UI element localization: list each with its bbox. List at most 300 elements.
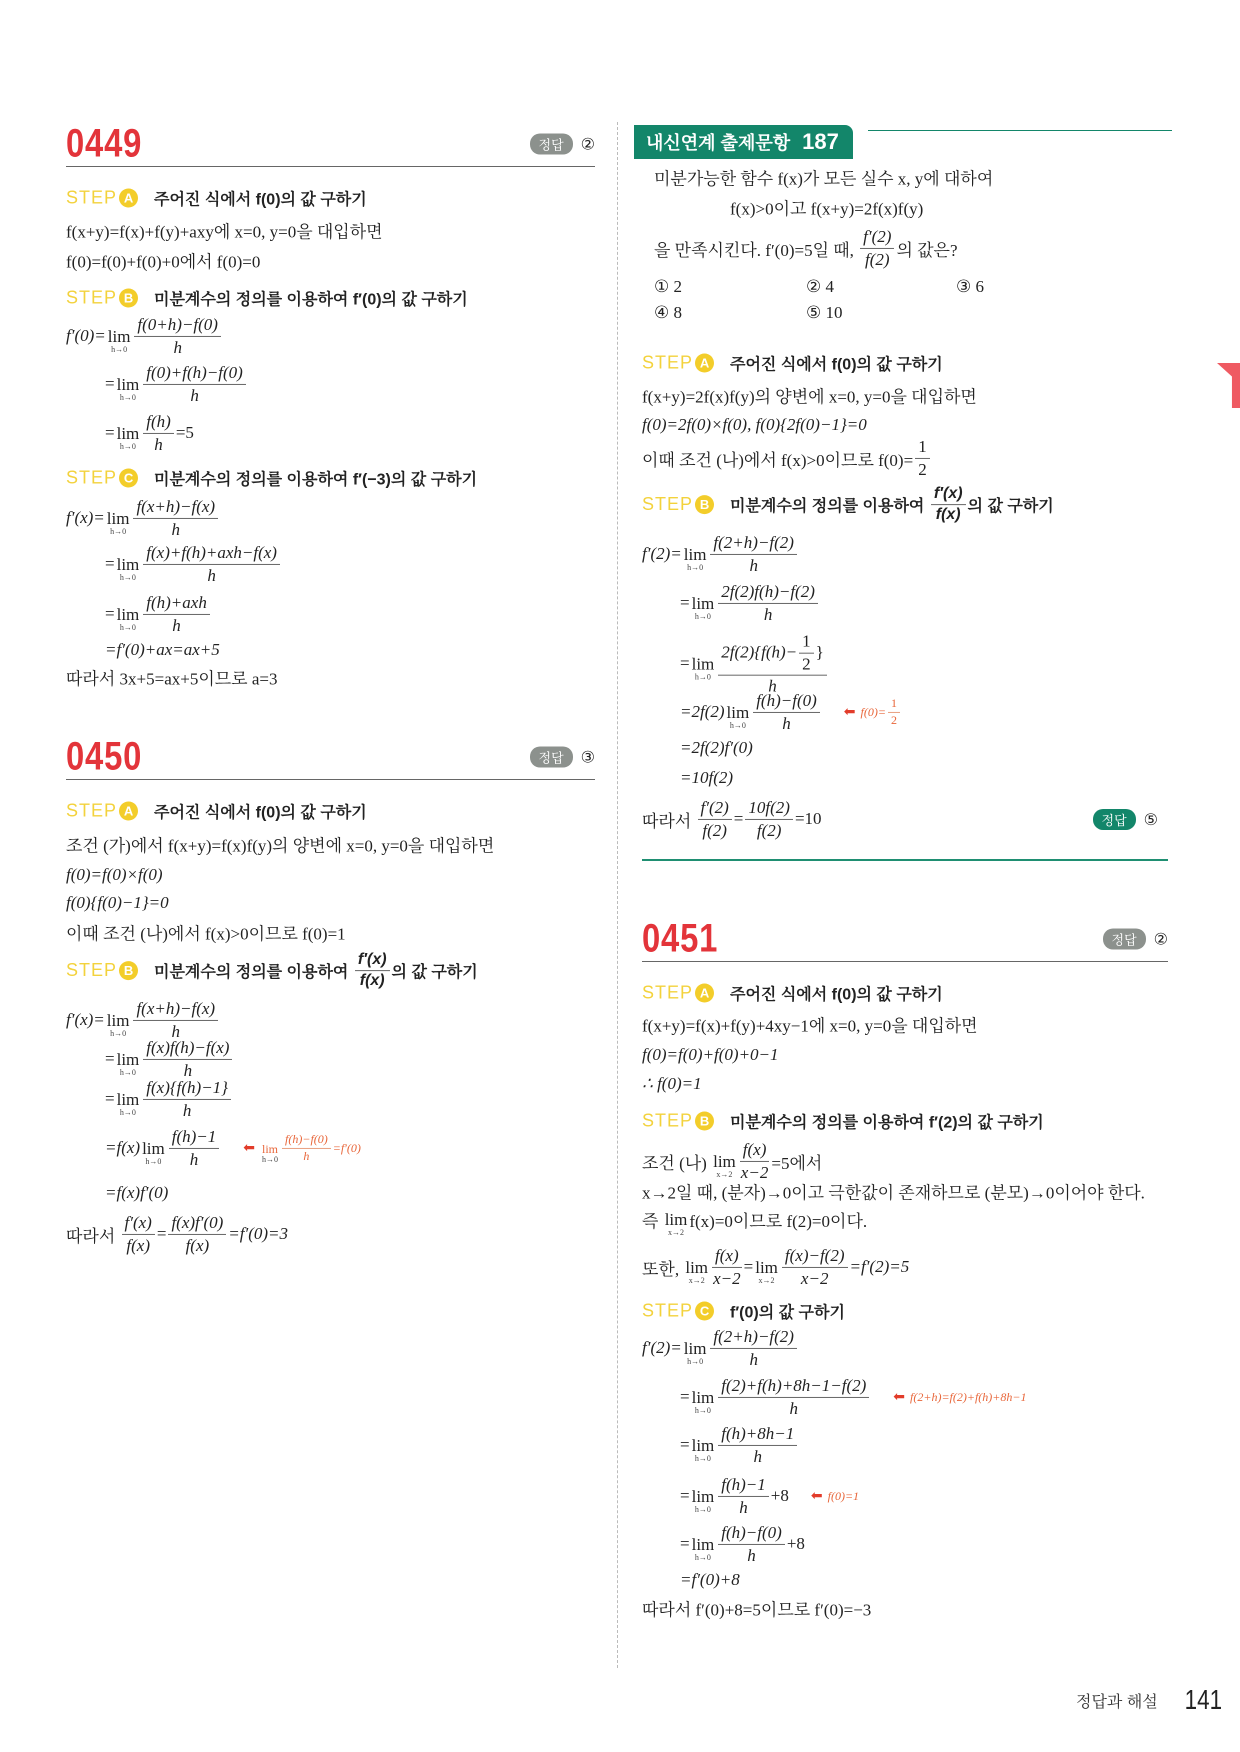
math-line xyxy=(730,195,923,220)
math-text: 따라서 xyxy=(642,811,696,831)
fraction-numerator xyxy=(143,593,210,615)
fraction-denominator xyxy=(126,1235,150,1256)
limit-subscript: h→0 xyxy=(694,1454,711,1463)
math-line xyxy=(66,832,494,857)
math-line xyxy=(66,497,220,539)
fraction-denominator xyxy=(747,1545,756,1566)
step-heading xyxy=(66,800,367,823)
fraction xyxy=(712,1246,742,1288)
limit xyxy=(107,510,130,536)
math-text: h xyxy=(154,434,163,454)
fraction-numerator xyxy=(718,1523,785,1545)
math-text: 2f(2)f(h)−f(2) xyxy=(721,581,815,601)
fraction-denominator xyxy=(154,434,163,455)
math-text: = xyxy=(680,1486,690,1505)
math-text: f(x)=0이므로 f(2)=0이다. xyxy=(689,1211,868,1231)
step-label: STEP xyxy=(66,187,118,208)
fraction xyxy=(931,485,966,525)
limit xyxy=(692,1389,715,1415)
fraction-denominator xyxy=(782,713,791,734)
annotation-note xyxy=(893,1389,1026,1405)
limit-subscript: h→0 xyxy=(694,612,711,621)
limit-word: lim xyxy=(683,1339,707,1358)
math-text: = xyxy=(105,604,115,623)
step-letter-badge: A xyxy=(695,354,714,373)
fraction xyxy=(143,1078,231,1120)
limit-word: lim xyxy=(116,605,140,624)
math-text: =10f(2) xyxy=(680,768,734,787)
limit xyxy=(117,425,140,451)
math-text: 주어진 식에서 f(0)의 값 구하기 xyxy=(154,804,367,822)
fraction-numerator xyxy=(143,543,280,565)
annotation-note xyxy=(811,1488,859,1504)
answer-value: ② xyxy=(1153,929,1168,949)
math-text: x−2 xyxy=(800,1268,829,1288)
math-text: f(h)−f(0) xyxy=(756,690,817,710)
step-letter-badge: B xyxy=(119,289,138,308)
math-text: h xyxy=(789,1398,799,1418)
math-text: f′(x) xyxy=(124,1212,152,1232)
math-text: = xyxy=(733,809,744,828)
limit-subscript: h→0 xyxy=(729,721,746,730)
math-text: =2f(2)f′(0) xyxy=(680,738,753,757)
fraction xyxy=(134,315,221,357)
header-tag xyxy=(634,125,853,159)
math-line xyxy=(680,1376,1027,1418)
limit-subscript: x→2 xyxy=(688,1276,705,1285)
step-heading xyxy=(642,1110,1044,1133)
math-text: 미분가능한 함수 f(x)가 모든 실수 x, y에 대하여 xyxy=(654,169,994,189)
math-text: = xyxy=(680,1387,690,1406)
math-text: f(x) xyxy=(935,506,961,524)
limit-word: lim xyxy=(664,1210,688,1229)
math-line xyxy=(680,1424,799,1466)
math-line xyxy=(642,1045,779,1065)
math-text: h xyxy=(183,1060,193,1080)
limit xyxy=(692,1536,715,1562)
page-footer xyxy=(1076,1684,1226,1716)
math-text: f(h)−f(0) xyxy=(285,1131,328,1146)
math-line xyxy=(642,1074,702,1094)
limit-subscript: h→0 xyxy=(694,672,711,682)
fraction-denominator xyxy=(790,1398,799,1419)
step-label: STEP xyxy=(66,287,118,308)
math-text: f(h)−f(0) xyxy=(721,1522,782,1542)
answer xyxy=(530,134,595,155)
related-problem-header xyxy=(634,125,853,159)
fraction-numerator xyxy=(753,691,820,713)
fraction-numerator xyxy=(712,1246,742,1268)
answer xyxy=(530,747,595,768)
left-arrow-icon: ⬅ xyxy=(893,1389,906,1405)
fraction xyxy=(355,951,390,991)
math-text: h xyxy=(172,615,181,635)
fraction xyxy=(168,1213,226,1255)
math-line xyxy=(642,1246,909,1288)
math-text: f(2) xyxy=(865,249,890,269)
math-line xyxy=(105,1078,233,1120)
math-line xyxy=(642,1327,799,1369)
limit-word: lim xyxy=(691,594,715,613)
fraction-numerator xyxy=(143,363,246,385)
limit-subscript: x→2 xyxy=(758,1276,775,1285)
math-text: h xyxy=(753,1446,763,1466)
math-text: f′(0)= xyxy=(66,326,106,345)
math-text: h xyxy=(768,676,777,696)
fraction xyxy=(169,1127,220,1169)
math-text: =f(x) xyxy=(105,1138,141,1157)
math-text: f′(x)= xyxy=(66,508,105,527)
math-text: h xyxy=(189,1149,199,1169)
answer-badge: 정답 xyxy=(530,747,573,768)
math-line xyxy=(66,218,383,243)
fraction-numerator xyxy=(143,1038,232,1060)
limit-subscript: x→2 xyxy=(716,1170,733,1179)
math-text: =f′(0)+ax=ax+5 xyxy=(105,640,220,659)
fraction xyxy=(718,1424,797,1466)
math-text: f(2) xyxy=(756,820,782,840)
limit-subscript: h→0 xyxy=(119,393,136,402)
limit-subscript: h→0 xyxy=(110,527,127,536)
fraction-denominator xyxy=(190,1149,199,1170)
fraction xyxy=(860,227,894,269)
fraction xyxy=(133,999,218,1041)
math-line xyxy=(642,383,977,408)
math-text: f(h) xyxy=(146,411,171,431)
math-text: 미분계수의 정의를 이용하여 f′(0)의 값 구하기 xyxy=(154,291,468,309)
step-label: STEP xyxy=(642,1300,694,1321)
math-text: =f′(2)=5 xyxy=(849,1257,910,1276)
math-text: f′(2)= xyxy=(642,544,682,563)
step-letter-badge: B xyxy=(119,962,138,981)
math-text: f(x) xyxy=(715,1245,739,1265)
math-line xyxy=(654,165,993,190)
header-line xyxy=(868,130,1172,131)
fraction-denominator xyxy=(713,1268,741,1289)
limit xyxy=(262,1143,278,1164)
fraction-numerator xyxy=(888,697,900,713)
math-text: f′(2)= xyxy=(642,1338,682,1357)
fraction-numerator xyxy=(122,1213,155,1235)
math-text: h xyxy=(749,1349,758,1369)
math-text: f′(2) xyxy=(700,797,729,817)
math-line xyxy=(66,920,346,945)
math-text: =f′(0)+8 xyxy=(680,1570,740,1589)
limit-subscript: h→0 xyxy=(119,1068,136,1077)
limit xyxy=(108,328,131,354)
math-text: h xyxy=(747,1545,756,1565)
step-label: STEP xyxy=(66,960,118,981)
limit xyxy=(692,595,715,621)
fraction-denominator xyxy=(739,1497,748,1518)
math-text: f(2+h)−f(2) xyxy=(713,1326,794,1346)
math-line xyxy=(66,248,260,273)
problem-number: 0450 xyxy=(66,734,143,779)
limit-word: lim xyxy=(116,424,140,443)
limit-word: lim xyxy=(142,1139,165,1158)
fraction xyxy=(745,798,793,840)
step-label: STEP xyxy=(66,467,118,488)
fraction-numerator xyxy=(860,227,894,249)
fraction-denominator xyxy=(801,1268,829,1289)
math-text: 따라서 f′(0)+8=5이므로 f′(0)=−3 xyxy=(642,1600,872,1620)
fraction-denominator xyxy=(936,506,961,525)
step-heading xyxy=(66,951,478,991)
math-text: f(2+h)=f(2)+f(h)+8h−1 xyxy=(910,1389,1027,1404)
limit-word: lim xyxy=(116,555,140,574)
math-text: h xyxy=(190,385,199,405)
limit-subscript: h→0 xyxy=(687,1357,704,1366)
answer-value: ② xyxy=(580,134,595,154)
limit-subscript: h→0 xyxy=(111,345,128,354)
fraction xyxy=(143,593,210,635)
math-line xyxy=(105,1127,361,1169)
math-text: } xyxy=(815,642,824,662)
fraction xyxy=(133,497,218,539)
math-text: x−2 xyxy=(713,1268,741,1288)
fraction xyxy=(915,437,930,479)
limit-subscript: h→0 xyxy=(262,1154,278,1164)
math-text: = xyxy=(680,593,690,612)
math-line xyxy=(680,738,753,758)
math-text: f(0)=f(0)×f(0) xyxy=(66,865,163,884)
limit-word: lim xyxy=(107,327,131,346)
fraction-denominator xyxy=(190,385,199,406)
math-text: 또한, xyxy=(642,1259,684,1279)
math-text: f(x){f(h)−1} xyxy=(146,1077,228,1097)
limit-subscript: h→0 xyxy=(694,1553,711,1562)
math-text: f(2) xyxy=(702,820,727,840)
fraction-numerator xyxy=(168,1213,226,1235)
fraction-denominator xyxy=(764,604,773,625)
math-line xyxy=(66,1213,288,1255)
limit xyxy=(117,556,140,582)
math-text: h xyxy=(763,604,773,624)
math-line xyxy=(642,1206,868,1237)
limit-word: lim xyxy=(116,1050,140,1069)
math-text: = xyxy=(680,1534,690,1553)
limit xyxy=(684,546,707,572)
limit xyxy=(692,656,715,682)
math-text: 따라서 xyxy=(66,1226,120,1246)
fraction-denominator xyxy=(172,615,181,636)
math-text: 10f(2) xyxy=(748,797,790,817)
fraction-denominator xyxy=(918,459,927,480)
math-text: 미분계수의 정의를 이용하여 f′(2)의 값 구하기 xyxy=(730,1114,1044,1132)
fraction-numerator xyxy=(133,497,218,519)
step-letter-badge: B xyxy=(695,496,714,515)
fraction-numerator xyxy=(718,1475,769,1497)
answer-choices xyxy=(654,277,1106,323)
math-line xyxy=(642,533,799,575)
math-text: 주어진 식에서 f(0)의 값 구하기 xyxy=(730,356,943,374)
answer-value: ⑤ xyxy=(1143,809,1158,829)
answer-choice: ④ 8 xyxy=(654,303,682,322)
fraction xyxy=(753,691,820,733)
math-text: 미분계수의 정의를 이용하여 f′(−3)의 값 구하기 xyxy=(154,471,478,489)
math-text: +8 xyxy=(786,1534,805,1553)
limit xyxy=(117,376,140,402)
math-text: f(0){f(0)−1}=0 xyxy=(66,893,169,912)
problem-number: 0449 xyxy=(66,121,143,166)
fraction-numerator xyxy=(355,951,390,971)
math-text: f′(x) xyxy=(357,951,387,969)
limit xyxy=(142,1140,165,1166)
math-line xyxy=(654,227,958,269)
math-text: = xyxy=(105,1089,115,1108)
limit-subscript: h→0 xyxy=(687,563,704,572)
answer xyxy=(1103,929,1168,950)
step-label: STEP xyxy=(642,494,694,515)
math-line xyxy=(680,632,829,697)
math-text: h xyxy=(173,337,182,357)
math-text: f′(x)= xyxy=(66,1010,105,1029)
math-line xyxy=(680,1475,859,1517)
fraction xyxy=(122,1213,155,1255)
page-number: 141 xyxy=(1184,1684,1222,1715)
math-text: h xyxy=(739,1497,748,1517)
math-text: f(2+h)−f(2) xyxy=(713,532,794,552)
left-arrow-icon: ⬅ xyxy=(810,1488,823,1504)
limit-word: lim xyxy=(683,545,707,564)
math-line xyxy=(66,665,277,690)
limit xyxy=(117,1051,140,1077)
limit xyxy=(685,1259,708,1285)
step-label: STEP xyxy=(66,800,118,821)
math-line xyxy=(105,593,212,635)
choices-block xyxy=(654,277,1106,323)
math-line xyxy=(105,543,282,585)
limit-word: lim xyxy=(262,1141,279,1156)
math-text: 주어진 식에서 f(0)의 값 구하기 xyxy=(730,986,943,1004)
math-text: 1 xyxy=(918,436,927,456)
math-line xyxy=(105,412,194,454)
limit-subscript: h→0 xyxy=(119,623,136,632)
math-text: x→2일 때, (분자)→0이고 극한값이 존재하므로 (분모)→0이어야 한다. xyxy=(642,1183,1145,1203)
fraction-denominator xyxy=(754,1446,763,1467)
fraction-denominator xyxy=(184,1060,193,1081)
math-text: = xyxy=(680,653,690,673)
limit-subscript: h→0 xyxy=(110,1029,127,1038)
math-text: 2 xyxy=(890,712,897,727)
step-heading xyxy=(642,982,943,1005)
limit-subscript: h→0 xyxy=(694,1505,711,1514)
fraction-denominator xyxy=(172,519,181,540)
answer-choice: ② 4 xyxy=(806,277,834,296)
fraction-numerator xyxy=(143,1078,231,1100)
math-text: = xyxy=(743,1257,754,1276)
math-text: f(0)=f(0)+f(0)+0에서 f(0)=0 xyxy=(66,252,261,272)
math-text: =5에서 xyxy=(771,1153,823,1173)
math-text: f(0)=1 xyxy=(827,1488,860,1503)
math-text: f(x+h)−f(x) xyxy=(136,496,216,516)
math-text: = xyxy=(105,1049,115,1068)
chapter-tab-marker xyxy=(1217,363,1240,408)
limit-word: lim xyxy=(685,1258,709,1277)
limit-word: lim xyxy=(691,654,715,674)
limit xyxy=(692,1488,715,1514)
fraction-numerator xyxy=(134,315,221,337)
step-letter-badge: B xyxy=(695,1112,714,1131)
math-text: h xyxy=(171,1021,181,1041)
answer-value: ③ xyxy=(580,747,595,767)
fraction-numerator xyxy=(915,437,930,459)
math-line xyxy=(105,640,220,660)
step-heading xyxy=(66,467,477,490)
math-text: f(x)f(h)−f(x) xyxy=(146,1037,230,1057)
math-text: =f(x)f′(0) xyxy=(105,1183,169,1202)
math-text: f(h)−1 xyxy=(721,1474,766,1494)
answer-choice: ⑤ 10 xyxy=(806,303,843,322)
math-line xyxy=(680,691,902,733)
math-text: f(x) xyxy=(126,1235,150,1255)
limit xyxy=(713,1153,736,1179)
math-text: 의 값 구하기 xyxy=(391,964,478,982)
fraction-denominator xyxy=(207,565,216,586)
step-label: STEP xyxy=(642,982,694,1003)
math-line xyxy=(680,1523,805,1565)
limit xyxy=(684,1340,707,1366)
math-text: 1 xyxy=(802,631,811,651)
step-heading xyxy=(66,187,367,210)
problem-number: 0451 xyxy=(642,916,719,961)
math-line xyxy=(66,893,169,913)
limit xyxy=(692,1437,715,1463)
fraction xyxy=(782,1246,848,1288)
math-text: ∴ f(0)=1 xyxy=(642,1074,702,1093)
fraction-numerator xyxy=(718,1376,869,1398)
math-text: f′(2) xyxy=(863,226,892,246)
limit xyxy=(665,1211,688,1237)
math-text: x−2 xyxy=(740,1162,769,1182)
fraction xyxy=(698,798,732,840)
fraction-denominator xyxy=(183,1100,192,1121)
fraction-denominator xyxy=(749,1349,758,1370)
limit-subscript: h→0 xyxy=(119,1108,136,1117)
math-text: f′(0)의 값 구하기 xyxy=(730,1304,845,1322)
limit-word: lim xyxy=(691,1436,715,1455)
fraction-numerator xyxy=(169,1127,220,1149)
limit-subscript: h→0 xyxy=(145,1157,162,1166)
fraction-numerator xyxy=(710,533,797,555)
limit-word: lim xyxy=(755,1258,778,1277)
fraction xyxy=(718,1475,769,1517)
fraction-numerator xyxy=(782,1246,848,1268)
step-heading xyxy=(642,485,1054,525)
math-text: f(0+h)−f(0) xyxy=(137,314,218,334)
fraction-denominator xyxy=(702,820,727,841)
math-text: 의 값은? xyxy=(896,240,958,260)
limit-word: lim xyxy=(106,509,130,528)
math-line xyxy=(642,1012,978,1037)
limit xyxy=(755,1259,778,1285)
math-text: 미분계수의 정의를 이용하여 xyxy=(730,498,929,516)
limit-word: lim xyxy=(726,703,750,722)
math-line xyxy=(642,415,867,435)
math-line xyxy=(642,1140,822,1182)
annotation-note xyxy=(243,1133,361,1164)
limit-subscript: h→0 xyxy=(119,442,136,451)
step-label: STEP xyxy=(642,352,694,373)
fraction-denominator xyxy=(186,1235,210,1256)
math-text: h xyxy=(303,1148,310,1163)
step-letter-badge: C xyxy=(119,469,138,488)
math-line xyxy=(66,315,223,357)
math-text: = xyxy=(105,554,115,573)
step-heading xyxy=(66,287,468,310)
math-line xyxy=(680,1570,740,1590)
left-arrow-icon: ⬅ xyxy=(243,1140,255,1156)
